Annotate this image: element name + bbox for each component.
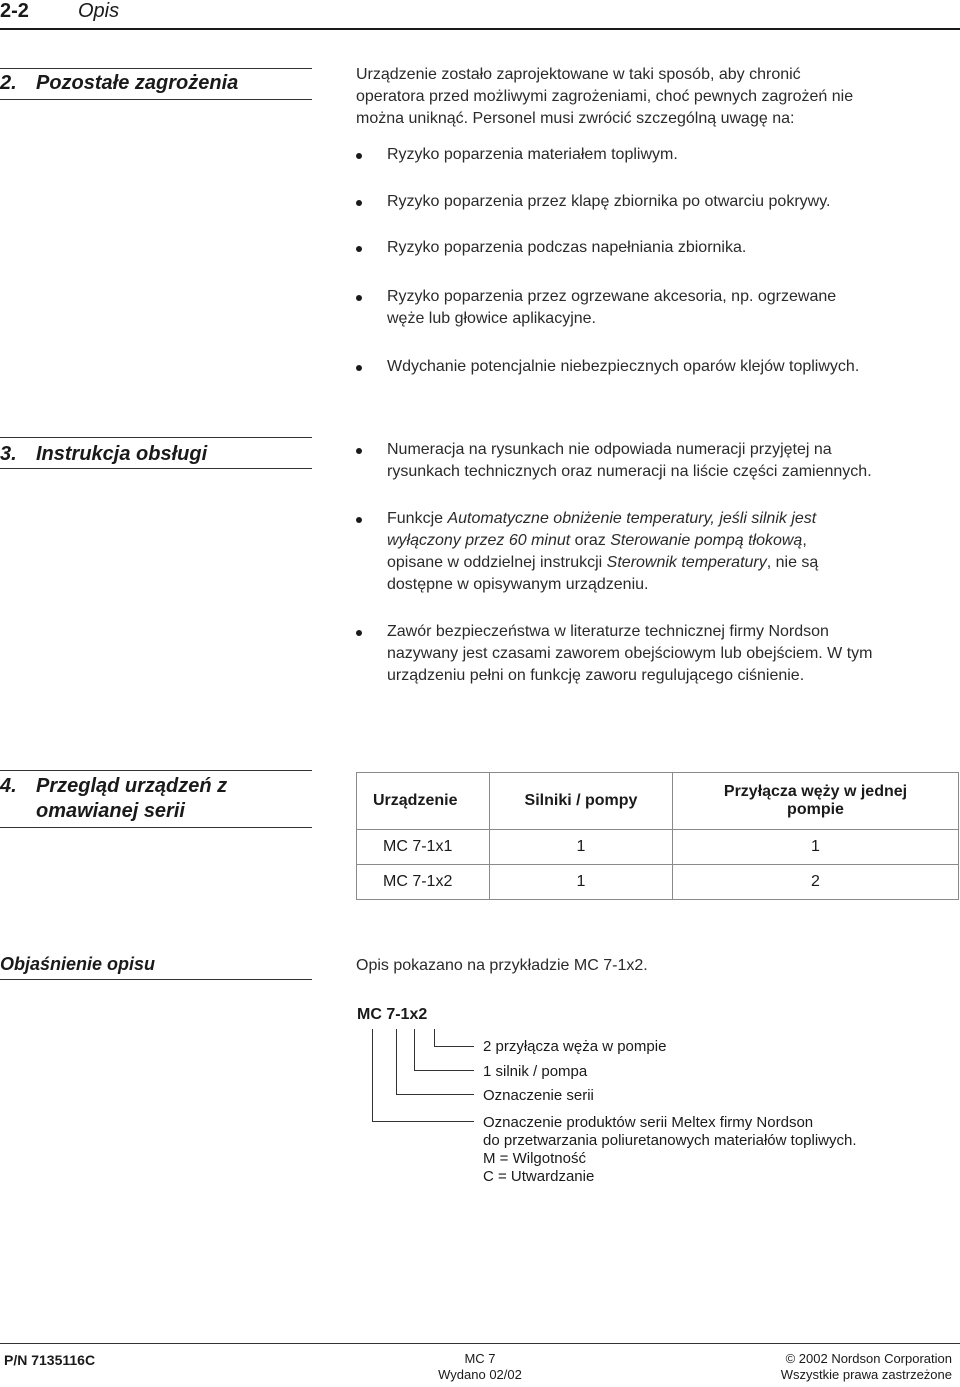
legend-connector xyxy=(396,1029,397,1095)
table-cell: MC 7-1x1 xyxy=(357,830,490,865)
text-run: , xyxy=(802,532,807,549)
legend-connector xyxy=(434,1029,435,1047)
section-2-intro xyxy=(356,64,956,130)
bullet-text-line: węże lub głowice aplikacyjne. xyxy=(387,310,596,327)
table-header-cell: Przyłącza węży w jednej pompie xyxy=(673,773,959,830)
table-header-row xyxy=(357,773,959,830)
section-2-intro-line: można uniknąć. Personel musi zwrócić szczególną uwagę na: xyxy=(356,110,795,127)
section-2-title: Pozostałe zagrożenia xyxy=(36,72,239,94)
italic-term: Sterowanie pompą tłokową xyxy=(610,532,803,549)
bullet-text-line: urządzeniu pełni on funkcję zaworu regulującego ciśnienie. xyxy=(387,667,805,684)
bullet-text xyxy=(387,286,916,330)
text-run: , nie są xyxy=(766,554,819,571)
legend-intro: Opis pokazano na przykładzie MC 7-1x2. xyxy=(356,957,648,974)
table-row xyxy=(357,830,959,865)
legend-item: Oznaczenie serii xyxy=(483,1087,594,1104)
bullet-text xyxy=(387,621,916,687)
bullet-icon xyxy=(356,448,362,454)
bullet-text-line: Ryzyko poparzenia przez ogrzewane akcesoria, np. ogrzewane xyxy=(387,288,837,305)
series-overview-table xyxy=(356,772,959,900)
legend-item-block xyxy=(483,1114,857,1186)
section-3-rule-top xyxy=(0,437,312,438)
section-3-bullet xyxy=(356,439,916,483)
legend-item: 1 silnik / pompa xyxy=(483,1063,588,1080)
bullet-text-line: Numeracja na rysunkach nie odpowiada numeracji przyjętej na xyxy=(387,441,832,458)
section-4-title: Przegląd urządzeń z xyxy=(36,775,228,797)
legend-item: M = Wilgotność xyxy=(483,1150,586,1167)
legend-connector xyxy=(372,1121,474,1122)
section-4-rule-bottom xyxy=(0,827,312,828)
text-run: Funkcje xyxy=(387,510,448,527)
section-2-bullet xyxy=(356,286,916,330)
legend-connector xyxy=(434,1046,474,1047)
header-rule xyxy=(0,28,960,30)
bullet-text-line xyxy=(387,552,916,574)
bullet-text-line: Zawór bezpieczeństwa w literaturze technicznej firmy Nordson xyxy=(387,623,829,640)
legend-model-code: MC 7-1x2 xyxy=(357,1006,428,1023)
section-2-rule-bottom xyxy=(0,99,312,100)
header-title: Opis xyxy=(78,0,120,22)
table-header-cell: Silniki / pompy xyxy=(490,773,673,830)
section-2-number: 2. xyxy=(0,72,17,94)
bullet-icon xyxy=(356,630,362,636)
section-3-bullet xyxy=(356,508,916,596)
legend-item: Oznaczenie produktów serii Meltex firmy Nordson xyxy=(483,1114,814,1131)
text-run: oraz xyxy=(570,532,611,549)
footer-issue-date: Wydano 02/02 xyxy=(438,1367,522,1382)
section-4-number: 4. xyxy=(0,775,17,797)
bullet-icon xyxy=(356,200,362,206)
bullet-text: Ryzyko poparzenia materiałem topliwym. xyxy=(387,146,678,163)
legend-connector xyxy=(414,1029,415,1071)
legend-title: Objaśnienie opisu xyxy=(0,954,156,974)
section-2-bullet xyxy=(356,237,916,259)
bullet-text-line xyxy=(387,508,916,530)
bullet-icon xyxy=(356,153,362,159)
footer-copyright xyxy=(760,1351,952,1383)
italic-term: Automatyczne obniżenie temperatury, jeśli silnik jest xyxy=(447,510,817,527)
table-cell: MC 7-1x2 xyxy=(357,865,490,900)
bullet-text: Ryzyko poparzenia podczas napełniania zbiornika. xyxy=(387,239,747,256)
section-2-intro-line: Urządzenie zostało zaprojektowane w taki sposób, aby chronić xyxy=(356,66,801,83)
table-header-cell: Urządzenie xyxy=(357,773,490,830)
section-2-intro-line: operatora przed możliwymi zagrożeniami, choć pewnych zagrożeń nie xyxy=(356,88,854,105)
section-2-bullet xyxy=(356,144,916,166)
section-4-heading-line xyxy=(0,774,227,799)
italic-term: Sterownik temperatury xyxy=(606,554,767,571)
legend-connector xyxy=(396,1094,474,1095)
footer-part-number: P/N 7135116C xyxy=(4,1352,96,1368)
bullet-icon xyxy=(356,295,362,301)
footer-model xyxy=(415,1351,545,1383)
table-cell: 2 xyxy=(673,865,959,900)
section-3-title: Instrukcja obsługi xyxy=(36,443,208,465)
legend-rule xyxy=(0,979,312,980)
section-4-heading xyxy=(0,774,227,824)
section-2-bullet xyxy=(356,356,916,378)
legend-connector xyxy=(372,1029,373,1122)
table-cell: 1 xyxy=(490,865,673,900)
section-3-bullet xyxy=(356,621,916,687)
section-3-rule-bottom xyxy=(0,468,312,469)
bullet-text xyxy=(387,439,916,483)
section-2-heading xyxy=(0,71,238,96)
bullet-text-line: rysunkach technicznych oraz numeracji na liście części zamiennych. xyxy=(387,463,872,480)
bullet-text xyxy=(387,508,916,596)
legend-connector xyxy=(414,1070,474,1071)
header-section-number: 2-2 xyxy=(0,0,29,22)
bullet-icon xyxy=(356,517,362,523)
legend-item: 2 przyłącza węża w pompie xyxy=(483,1038,667,1055)
bullet-text-line: nazywany jest czasami zaworem obejściowym lub obejściem. W tym xyxy=(387,645,873,662)
text-run: opisane w oddzielnej instrukcji xyxy=(387,554,607,571)
table-cell: 1 xyxy=(673,830,959,865)
footer-model-name: MC 7 xyxy=(464,1351,496,1366)
section-3-heading xyxy=(0,442,207,467)
section-2-bullet xyxy=(356,191,916,213)
legend-item: do przetwarzania poliuretanowych materiałów topliwych. xyxy=(483,1132,857,1149)
table-cell: 1 xyxy=(490,830,673,865)
section-3-number: 3. xyxy=(0,443,17,465)
footer-rule xyxy=(0,1343,960,1344)
footer-copyright-line: © 2002 Nordson Corporation xyxy=(785,1351,952,1366)
section-4-rule-top xyxy=(0,770,312,771)
section-2-rule-top xyxy=(0,68,312,69)
legend-item: C = Utwardzanie xyxy=(483,1168,595,1185)
table-row xyxy=(357,865,959,900)
bullet-text: Ryzyko poparzenia przez klapę zbiornika po otwarciu pokrywy. xyxy=(387,193,831,210)
bullet-text-line xyxy=(387,530,916,552)
bullet-text: Wdychanie potencjalnie niebezpiecznych oparów klejów topliwych. xyxy=(387,358,860,375)
italic-term: wyłączony przez 60 minut xyxy=(387,532,571,549)
footer-rights-line: Wszystkie prawa zastrzeżone xyxy=(780,1367,952,1382)
bullet-text-line: dostępne w opisywanym urządzeniu. xyxy=(387,576,649,593)
bullet-icon xyxy=(356,246,362,252)
section-4-title-cont: omawianej serii xyxy=(36,800,185,822)
bullet-icon xyxy=(356,365,362,371)
